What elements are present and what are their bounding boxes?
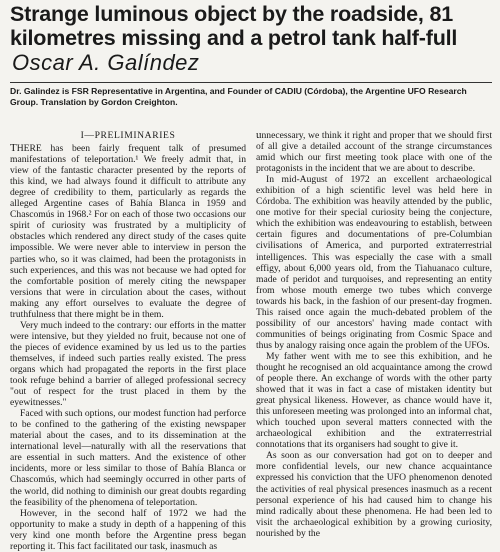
article-body (10, 129, 492, 552)
left-column (10, 130, 246, 552)
right-column (256, 129, 492, 539)
divider (10, 82, 492, 83)
paragraph: As soon as our conversation had got on to deeper and more confidential levels, our new chance acquaintance expressed his conviction that the UFO phenomenon denoted the activities of real physical presences inasmuch as a recent personal experience of his had caused him to change his mind radically about these phenomena. He had been led to visit the archaeological exhibition by a growing curiosity, nourished by the (256, 450, 492, 539)
paragraph: unnecessary, we think it right and proper that we should first of all give a detailed account of the strange circumstances amid which our first meeting took place with one of the protagonists in the incident that we are about to describe. (256, 129, 492, 175)
article-page (10, 0, 492, 552)
author-name: Oscar A. Galíndez (12, 50, 200, 75)
paragraph: Faced with such options, our modest function had perforce to be confined to the gathering of the existing newspaper material about the cases, and to its dissemination at the international level—naturally with all the reservations that are essential in such matters. And the existence of other incidents, more or less similar to those of Bahía Blanca or Chascomús, which had seemingly occurred in other parts of the world, did nothing to diminish our great doubts regarding the feasibility of the phenomena of teleportation. (10, 408, 246, 508)
paragraph: Very much indeed to the contrary: our efforts in the matter were intensive, but they yielded no fruit, because not one of the pieces of evidence examined by us led us to the parties themselves, if indeed such parties really existed. The press organs which had propagated the reports in the first place took refuge behind a barrier of alleged professional secrecy "out of respect for the trust placed in them by the eyewitnesses." (10, 319, 246, 409)
author-credit: Dr. Galindez is FSR Representative in Argentina, and Founder of CADIU (Córdoba), the Argentine UFO Research Group. Translation by Gordon Creighton. (10, 86, 467, 107)
section-heading: I—PRELIMINARIES (80, 130, 176, 141)
paragraph: THERE has been fairly frequent talk of presumed manifestations of teleportation.¹ We freely admit that, in view of the fantastic character presented by the reports of this kind, we had always found it difficult to attribute any degree of credibility to them, particularly as regards the alleged Argentine cases of Bahía Blanca in 1959 and Chascomús in 1968.² For on each of those two occasions our spirit of curiosity was frustrated by a multiplicity of obstacles which rendered any direct study of the cases quite impossible. We were never able to interview in person the parties who, so it was claimed, had been the protagonists in such experiences, and this was not because we had opted for the comfortable position of merely citing the newspaper versions that were in circulation about the cases, without making any effort ourselves to evaluate the degree of truthfulness that there might be in them. (10, 142, 246, 320)
article-title: Strange luminous object by the roadside, 81 kilometres missing and a petrol tank half-full (10, 2, 458, 50)
paragraph: My father went with me to see this exhibition, and he thought he recognised an old acquaintance among the crowd of people there. An exchange of words with the other party showed that it was in fact a case of mistaken identity but great physical likeness. However, as chance would have it, this unforeseen meeting was prolonged into an informal chat, which touched upon several matters connected with the archaeological exhibition and the extraterrestrial connotations that its organisers had sought to give it. (256, 350, 492, 451)
paragraph: However, in the second half of 1972 we had the opportunity to make a study in depth of a happening of this very kind one month before the Argentine press began reporting it. This fact facilitated our task, inasmuch as (10, 507, 246, 552)
paragraph: In mid-August of 1972 an excellent archaeological exhibition of a high scientific level was held here in Córdoba. The exhibition was heavily attended by the public, one motive for their special curiosity being the conjecture, which the exhibition was endeavouring to establish, between certain figures and documentations of pre-Columbian civilisations of America, and purported extraterrestrial intelligences. This was especially the case with a small effigy, about 6,000 years old, from the Tiahuanaco culture, made of peridot and turquoises, and representing an entity from whose mouth emerge two tubes which converge towards his back, in the fashion of our present-day frogmen. This raised once again the much-debated problem of the possibility of our ancestors' having made contact with communities of beings originating from Cosmic Space and thus by analogy raising once again the problem of the UFOs. (256, 174, 492, 351)
